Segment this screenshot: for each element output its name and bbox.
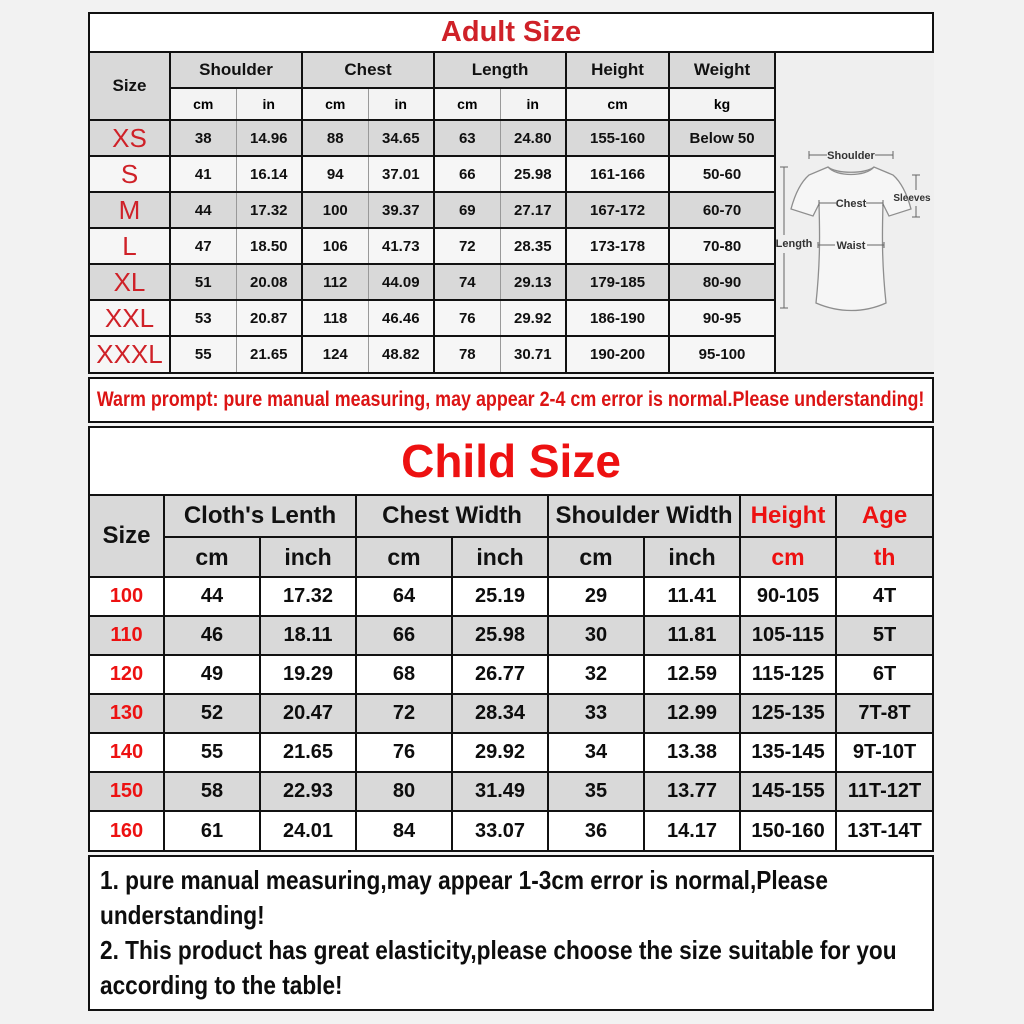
child-value-cell: 58 [164,772,260,811]
child-unit-header: cm [164,537,260,577]
child-value-cell: 34 [548,733,644,772]
child-value-cell: 31.49 [452,772,548,811]
child-row [90,616,932,655]
child-value-cell: 4T [836,577,932,616]
chest-label: Chest [835,198,867,210]
child-value-cell: 22.93 [260,772,356,811]
adult-unit-header: cm [302,88,368,120]
warm-prompt-box [88,377,934,423]
child-unit-header: cm [548,537,644,577]
child-value-cell: 21.65 [260,733,356,772]
adult-value-cell: 17.32 [236,192,302,228]
adult-value-cell: 155-160 [566,120,669,156]
adult-value-cell: 41.73 [368,228,434,264]
child-group-header: Height [740,496,836,537]
adult-value-cell: 69 [434,192,500,228]
adult-value-cell: 34.65 [368,120,434,156]
child-value-cell: 20.47 [260,694,356,733]
child-value-cell: 11.41 [644,577,740,616]
child-row [90,772,932,811]
adult-group-header: Length [434,53,566,88]
adult-group-header: Shoulder [170,53,302,88]
child-value-cell: 32 [548,655,644,694]
adult-value-cell: 28.35 [500,228,566,264]
child-value-cell: 125-135 [740,694,836,733]
adult-value-cell: 14.96 [236,120,302,156]
child-row [90,577,932,616]
adult-row [90,300,775,336]
adult-size-cell: M [90,192,170,228]
adult-value-cell: 72 [434,228,500,264]
adult-size-cell: XXXL [90,336,170,372]
child-value-cell: 46 [164,616,260,655]
note-1: 1. pure manual measuring,may appear 1-3cm error is normal,Please understanding! [100,865,828,930]
adult-section [88,12,934,374]
child-value-cell: 9T-10T [836,733,932,772]
adult-unit-header: cm [170,88,236,120]
adult-value-cell: 50-60 [669,156,775,192]
child-group-header: Shoulder Width [548,496,740,537]
adult-value-cell: 124 [302,336,368,372]
adult-unit-header: in [236,88,302,120]
adult-value-cell: 190-200 [566,336,669,372]
adult-value-cell: 100 [302,192,368,228]
adult-value-cell: 179-185 [566,264,669,300]
sleeves-label: Sleeves [893,193,931,204]
adult-value-cell: 51 [170,264,236,300]
adult-size-cell: S [90,156,170,192]
child-value-cell: 66 [356,616,452,655]
adult-value-cell: 16.14 [236,156,302,192]
child-unit-header: th [836,537,932,577]
adult-value-cell: Below 50 [669,120,775,156]
child-size-cell: 110 [90,616,164,655]
adult-value-cell: 74 [434,264,500,300]
child-value-cell: 55 [164,733,260,772]
child-value-cell: 36 [548,811,644,850]
adult-unit-header: kg [669,88,775,120]
adult-value-cell: 173-178 [566,228,669,264]
child-value-cell: 14.17 [644,811,740,850]
adult-value-cell: 167-172 [566,192,669,228]
child-row [90,694,932,733]
adult-value-cell: 39.37 [368,192,434,228]
child-row [90,733,932,772]
adult-value-cell: 27.17 [500,192,566,228]
child-size-cell: 100 [90,577,164,616]
shoulder-label: Shoulder [827,150,875,162]
adult-group-header: Chest [302,53,434,88]
adult-value-cell: 24.80 [500,120,566,156]
length-label: Length [776,238,813,250]
child-value-cell: 6T [836,655,932,694]
adult-value-cell: 55 [170,336,236,372]
adult-table [90,53,776,372]
adult-value-cell: 46.46 [368,300,434,336]
child-value-cell: 13.77 [644,772,740,811]
child-title: Child Size [90,428,932,496]
child-group-header: Age [836,496,932,537]
adult-row [90,120,775,156]
child-value-cell: 25.98 [452,616,548,655]
adult-unit-header: cm [566,88,669,120]
child-value-cell: 11T-12T [836,772,932,811]
adult-value-cell: 21.65 [236,336,302,372]
child-value-cell: 18.11 [260,616,356,655]
child-value-cell: 52 [164,694,260,733]
child-section [88,426,934,852]
adult-value-cell: 29.92 [500,300,566,336]
child-row [90,811,932,850]
child-unit-header: cm [356,537,452,577]
child-value-cell: 135-145 [740,733,836,772]
child-row [90,655,932,694]
child-value-cell: 105-115 [740,616,836,655]
adult-value-cell: 53 [170,300,236,336]
child-value-cell: 150-160 [740,811,836,850]
adult-value-cell: 90-95 [669,300,775,336]
adult-unit-header: in [368,88,434,120]
adult-size-cell: XL [90,264,170,300]
child-value-cell: 61 [164,811,260,850]
adult-value-cell: 112 [302,264,368,300]
adult-value-cell: 88 [302,120,368,156]
adult-size-header: Size [90,53,170,120]
adult-size-cell: XXL [90,300,170,336]
child-value-cell: 84 [356,811,452,850]
child-value-cell: 115-125 [740,655,836,694]
adult-value-cell: 20.87 [236,300,302,336]
child-value-cell: 80 [356,772,452,811]
child-value-cell: 17.32 [260,577,356,616]
child-value-cell: 90-105 [740,577,836,616]
adult-value-cell: 118 [302,300,368,336]
adult-row [90,264,775,300]
adult-value-cell: 25.98 [500,156,566,192]
child-value-cell: 26.77 [452,655,548,694]
child-value-cell: 76 [356,733,452,772]
size-chart [88,12,934,1011]
child-size-cell: 120 [90,655,164,694]
adult-value-cell: 66 [434,156,500,192]
adult-value-cell: 161-166 [566,156,669,192]
child-value-cell: 24.01 [260,811,356,850]
adult-value-cell: 44.09 [368,264,434,300]
child-unit-header: cm [740,537,836,577]
adult-group-header: Height [566,53,669,88]
adult-row [90,156,775,192]
notes-box [88,855,934,1011]
adult-value-cell: 20.08 [236,264,302,300]
adult-value-cell: 106 [302,228,368,264]
adult-value-cell: 80-90 [669,264,775,300]
warm-prompt-text: Warm prompt: pure manual measuring, may appear 2-4 cm error is normal.Please understanding! [96,388,925,411]
child-value-cell: 12.59 [644,655,740,694]
adult-value-cell: 63 [434,120,500,156]
child-value-cell: 33 [548,694,644,733]
adult-value-cell: 76 [434,300,500,336]
child-value-cell: 68 [356,655,452,694]
child-size-cell: 160 [90,811,164,850]
adult-value-cell: 186-190 [566,300,669,336]
child-group-header: Cloth's Lenth [164,496,356,537]
adult-row [90,336,775,372]
child-value-cell: 12.99 [644,694,740,733]
note-2: 2. This product has great elasticity,please choose the size suitable for you according to the table! [100,935,897,1000]
adult-body [90,53,932,372]
adult-row [90,192,775,228]
child-size-cell: 150 [90,772,164,811]
child-value-cell: 64 [356,577,452,616]
child-value-cell: 145-155 [740,772,836,811]
adult-title: Adult Size [90,14,932,53]
child-size-cell: 140 [90,733,164,772]
child-unit-header: inch [644,537,740,577]
child-value-cell: 7T-8T [836,694,932,733]
child-unit-header: inch [260,537,356,577]
tshirt-diagram [776,145,934,333]
child-value-cell: 49 [164,655,260,694]
child-value-cell: 13.38 [644,733,740,772]
child-value-cell: 13T-14T [836,811,932,850]
adult-value-cell: 30.71 [500,336,566,372]
child-value-cell: 11.81 [644,616,740,655]
adult-unit-header: cm [434,88,500,120]
child-group-header: Chest Width [356,496,548,537]
adult-value-cell: 18.50 [236,228,302,264]
adult-value-cell: 29.13 [500,264,566,300]
child-value-cell: 72 [356,694,452,733]
child-value-cell: 29.92 [452,733,548,772]
adult-value-cell: 48.82 [368,336,434,372]
child-value-cell: 44 [164,577,260,616]
adult-value-cell: 47 [170,228,236,264]
child-value-cell: 30 [548,616,644,655]
adult-group-header: Weight [669,53,775,88]
adult-size-cell: XS [90,120,170,156]
adult-row [90,228,775,264]
adult-value-cell: 38 [170,120,236,156]
child-value-cell: 28.34 [452,694,548,733]
child-value-cell: 35 [548,772,644,811]
adult-unit-header: in [500,88,566,120]
adult-value-cell: 94 [302,156,368,192]
adult-value-cell: 37.01 [368,156,434,192]
adult-size-cell: L [90,228,170,264]
adult-value-cell: 70-80 [669,228,775,264]
diagram-cell [776,53,934,372]
adult-value-cell: 60-70 [669,192,775,228]
child-table [90,496,932,850]
adult-value-cell: 78 [434,336,500,372]
waist-label: Waist [836,240,866,252]
child-value-cell: 5T [836,616,932,655]
child-size-cell: 130 [90,694,164,733]
adult-value-cell: 95-100 [669,336,775,372]
child-value-cell: 19.29 [260,655,356,694]
child-value-cell: 33.07 [452,811,548,850]
child-value-cell: 29 [548,577,644,616]
child-size-header: Size [90,496,164,577]
child-value-cell: 25.19 [452,577,548,616]
adult-value-cell: 41 [170,156,236,192]
child-unit-header: inch [452,537,548,577]
adult-value-cell: 44 [170,192,236,228]
